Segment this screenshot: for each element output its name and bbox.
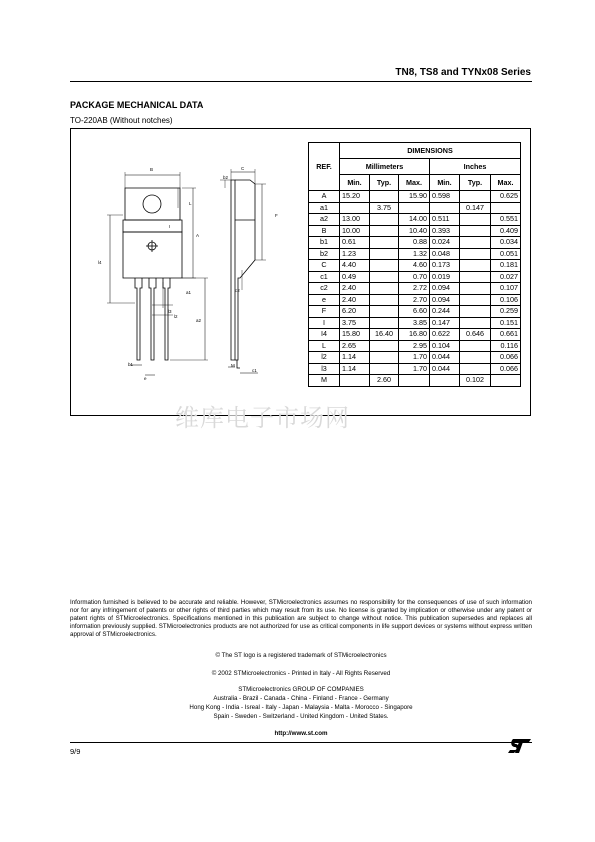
cell-mm-min: 10.00 bbox=[340, 225, 370, 237]
label-a1: a1 bbox=[186, 290, 192, 295]
label-c2: c2 bbox=[235, 288, 240, 293]
subheader-in-typ: Typ. bbox=[460, 175, 491, 191]
cell-in-typ: 0.102 bbox=[460, 375, 491, 387]
cell-mm-typ bbox=[370, 294, 399, 306]
cell-mm-min: 2.40 bbox=[340, 283, 370, 295]
cell-mm-max: 6.60 bbox=[399, 306, 430, 318]
cell-in-max: 0.181 bbox=[491, 260, 521, 272]
website-link[interactable]: http://www.st.com bbox=[274, 730, 328, 737]
cell-in-max: 0.661 bbox=[491, 329, 521, 341]
label-A: A bbox=[196, 233, 200, 238]
cell-mm-max: 1.32 bbox=[399, 248, 430, 260]
side-view-body bbox=[235, 180, 255, 360]
cell-ref: F bbox=[309, 306, 340, 318]
cell-mm-max: 3.85 bbox=[399, 317, 430, 329]
cell-ref: L bbox=[309, 340, 340, 352]
cell-in-min bbox=[430, 202, 460, 214]
cell-mm-typ bbox=[370, 260, 399, 272]
cell-mm-typ bbox=[370, 317, 399, 329]
dimensions-table bbox=[308, 142, 521, 387]
table-row bbox=[309, 352, 521, 364]
cell-ref: M bbox=[309, 375, 340, 387]
cell-in-typ bbox=[460, 225, 491, 237]
cell-ref: b1 bbox=[309, 237, 340, 249]
cell-in-min: 0.104 bbox=[430, 340, 460, 352]
cell-mm-typ: 3.75 bbox=[370, 202, 399, 214]
cell-in-max: 0.106 bbox=[491, 294, 521, 306]
cell-mm-min bbox=[340, 202, 370, 214]
cell-mm-min: 15.20 bbox=[340, 191, 370, 203]
cell-in-max: 0.066 bbox=[491, 352, 521, 364]
table-row bbox=[309, 317, 521, 329]
label-l3: l3 bbox=[168, 309, 172, 314]
cell-in-typ bbox=[460, 191, 491, 203]
label-a2: a2 bbox=[196, 318, 202, 323]
cell-in-max: 0.116 bbox=[491, 340, 521, 352]
cell-in-min: 0.024 bbox=[430, 237, 460, 249]
cell-ref: I bbox=[309, 317, 340, 329]
cell-in-min: 0.244 bbox=[430, 306, 460, 318]
cell-mm-typ bbox=[370, 271, 399, 283]
cell-in-typ bbox=[460, 237, 491, 249]
package-name: TO-220AB (Without notches) bbox=[70, 116, 173, 125]
ref-header: REF. bbox=[309, 143, 340, 191]
table-row bbox=[309, 225, 521, 237]
table-row bbox=[309, 283, 521, 295]
cell-mm-max: 16.80 bbox=[399, 329, 430, 341]
cell-in-typ bbox=[460, 306, 491, 318]
cell-mm-typ bbox=[370, 214, 399, 226]
lead-2 bbox=[149, 278, 156, 360]
label-M: M bbox=[231, 363, 235, 368]
table-row bbox=[309, 202, 521, 214]
cell-mm-min: 0.49 bbox=[340, 271, 370, 283]
subheader-in-max: Max. bbox=[491, 175, 521, 191]
cell-in-typ: 0.147 bbox=[460, 202, 491, 214]
label-F: F bbox=[275, 213, 278, 218]
cell-mm-max: 1.70 bbox=[399, 363, 430, 375]
cell-ref: c1 bbox=[309, 271, 340, 283]
cell-mm-min: 2.40 bbox=[340, 294, 370, 306]
cell-in-min: 0.048 bbox=[430, 248, 460, 260]
label-c1: c1 bbox=[252, 368, 257, 373]
cell-in-typ bbox=[460, 214, 491, 226]
label-b1: b1 bbox=[128, 362, 134, 367]
cell-mm-typ bbox=[370, 340, 399, 352]
cell-in-typ bbox=[460, 352, 491, 364]
cell-mm-max: 4.60 bbox=[399, 260, 430, 272]
cell-mm-typ bbox=[370, 225, 399, 237]
subheader-mm-typ: Typ. bbox=[370, 175, 399, 191]
st-logo-icon bbox=[508, 738, 532, 754]
lead-1 bbox=[135, 278, 142, 360]
cell-in-max: 0.551 bbox=[491, 214, 521, 226]
cell-in-min bbox=[430, 375, 460, 387]
subheader-mm-max: Max. bbox=[399, 175, 430, 191]
cell-in-min: 0.044 bbox=[430, 352, 460, 364]
front-view-body bbox=[123, 220, 182, 232]
label-B: B bbox=[150, 167, 154, 172]
cell-mm-min: 0.61 bbox=[340, 237, 370, 249]
header-rule bbox=[70, 81, 532, 82]
front-view-case bbox=[123, 232, 182, 278]
cell-ref: a2 bbox=[309, 214, 340, 226]
cell-ref: e bbox=[309, 294, 340, 306]
table-row bbox=[309, 271, 521, 283]
cell-in-min: 0.147 bbox=[430, 317, 460, 329]
label-b2: b2 bbox=[223, 175, 229, 180]
side-view-tab bbox=[231, 180, 235, 360]
cell-in-typ bbox=[460, 340, 491, 352]
cell-mm-typ bbox=[370, 283, 399, 295]
cell-in-min: 0.173 bbox=[430, 260, 460, 272]
cell-in-max bbox=[491, 202, 521, 214]
table-row bbox=[309, 191, 521, 203]
cell-mm-min: 1.23 bbox=[340, 248, 370, 260]
cell-in-max: 0.151 bbox=[491, 317, 521, 329]
countries-line-2: Hong Kong - India - Isreal - Italy - Japan - Malaysia - Malta - Morocco - Singapore bbox=[189, 704, 413, 711]
cell-in-typ bbox=[460, 317, 491, 329]
cell-mm-typ bbox=[370, 363, 399, 375]
copyright-notice: © 2002 STMicroelectronics - Printed in Italy - All Rights Reserved bbox=[211, 670, 391, 677]
section-title: PACKAGE MECHANICAL DATA bbox=[70, 100, 204, 110]
cell-mm-typ: 16.40 bbox=[370, 329, 399, 341]
cell-in-max: 0.027 bbox=[491, 271, 521, 283]
cell-in-min: 0.511 bbox=[430, 214, 460, 226]
cell-mm-max: 0.70 bbox=[399, 271, 430, 283]
cell-in-max: 0.066 bbox=[491, 363, 521, 375]
inches-header: Inches bbox=[430, 159, 521, 175]
cell-ref: C bbox=[309, 260, 340, 272]
watermark: 维库电子市场网 bbox=[175, 404, 350, 432]
cell-ref: c2 bbox=[309, 283, 340, 295]
cell-ref: B bbox=[309, 225, 340, 237]
millimeters-header: Millimeters bbox=[340, 159, 430, 175]
countries-line-1: Australia - Brazil - Canada - China - Finland - France - Germany bbox=[213, 695, 389, 702]
cell-mm-min: 13.00 bbox=[340, 214, 370, 226]
cell-mm-min: 1.14 bbox=[340, 363, 370, 375]
cell-mm-typ: 2.60 bbox=[370, 375, 399, 387]
cell-in-typ bbox=[460, 294, 491, 306]
cell-in-max: 0.051 bbox=[491, 248, 521, 260]
cell-mm-min: 3.75 bbox=[340, 317, 370, 329]
cell-mm-min: 15.80 bbox=[340, 329, 370, 341]
table-row bbox=[309, 294, 521, 306]
cell-in-max: 0.625 bbox=[491, 191, 521, 203]
cell-in-typ bbox=[460, 248, 491, 260]
cell-ref: l3 bbox=[309, 363, 340, 375]
cell-mm-typ bbox=[370, 237, 399, 249]
cell-in-max: 0.107 bbox=[491, 283, 521, 295]
cell-mm-min: 1.14 bbox=[340, 352, 370, 364]
label-L: L bbox=[189, 201, 192, 206]
table-row bbox=[309, 375, 521, 387]
cell-in-typ bbox=[460, 260, 491, 272]
cell-in-typ bbox=[460, 283, 491, 295]
table-row bbox=[309, 248, 521, 260]
label-C: C bbox=[241, 166, 245, 171]
cell-mm-max: 1.70 bbox=[399, 352, 430, 364]
dimensions-header: DIMENSIONS bbox=[340, 143, 521, 159]
footer-rule bbox=[70, 742, 532, 743]
trademark-notice: © The ST logo is a registered trademark of STMicroelectronics bbox=[215, 652, 387, 659]
cell-in-min: 0.094 bbox=[430, 294, 460, 306]
cell-in-max: 0.259 bbox=[491, 306, 521, 318]
cell-mm-max: 2.72 bbox=[399, 283, 430, 295]
table-row bbox=[309, 237, 521, 249]
cell-in-min: 0.094 bbox=[430, 283, 460, 295]
table-row bbox=[309, 329, 521, 341]
cell-in-min: 0.598 bbox=[430, 191, 460, 203]
cell-mm-max: 2.95 bbox=[399, 340, 430, 352]
cell-in-typ bbox=[460, 363, 491, 375]
cell-ref: l2 bbox=[309, 352, 340, 364]
cell-in-max: 0.409 bbox=[491, 225, 521, 237]
cell-in-min: 0.393 bbox=[430, 225, 460, 237]
cell-mm-typ bbox=[370, 248, 399, 260]
cell-ref: b2 bbox=[309, 248, 340, 260]
cell-in-min: 0.044 bbox=[430, 363, 460, 375]
cell-mm-min: 6.20 bbox=[340, 306, 370, 318]
cell-mm-max bbox=[399, 375, 430, 387]
subheader-in-min: Min. bbox=[430, 175, 460, 191]
table-row bbox=[309, 260, 521, 272]
cell-mm-max: 10.40 bbox=[399, 225, 430, 237]
cell-mm-min: 4.40 bbox=[340, 260, 370, 272]
cell-ref: A bbox=[309, 191, 340, 203]
label-e: e bbox=[144, 376, 147, 381]
countries-line-3: Spain - Sweden - Switzerland - United Kingdom - United States. bbox=[213, 713, 389, 720]
table-row bbox=[309, 306, 521, 318]
mounting-hole bbox=[143, 195, 161, 213]
cell-in-typ: 0.646 bbox=[460, 329, 491, 341]
cell-ref: a1 bbox=[309, 202, 340, 214]
package-drawing bbox=[90, 160, 305, 385]
cell-in-min: 0.622 bbox=[430, 329, 460, 341]
cell-mm-typ bbox=[370, 306, 399, 318]
label-I: I bbox=[169, 224, 171, 229]
cell-in-typ bbox=[460, 271, 491, 283]
cell-mm-max: 0.88 bbox=[399, 237, 430, 249]
series-title: TN8, TS8 and TYNx08 Series bbox=[395, 67, 531, 78]
cell-mm-min bbox=[340, 375, 370, 387]
cell-in-max: 0.034 bbox=[491, 237, 521, 249]
label-l2: l2 bbox=[174, 314, 178, 319]
table-row bbox=[309, 363, 521, 375]
cell-mm-max bbox=[399, 202, 430, 214]
cell-mm-typ bbox=[370, 352, 399, 364]
table-row bbox=[309, 214, 521, 226]
subheader-mm-min: Min. bbox=[340, 175, 370, 191]
cell-in-max bbox=[491, 375, 521, 387]
disclaimer: Information furnished is believed to be accurate and reliable. However, STMicroelectronics assumes no responsibility for the consequences of use of such information nor for any infringement of patents or other rights of third parties which may result from its use. No license is granted by implication or otherwise under any patent or patent rights of STMicroelectronics. Specifications mentioned in this publication are subject to change without notice. This publication supersedes and replaces all information previously supplied. STMicroelectronics products are not authorized for use as critical components in life support devices or systems without express written approval of STMicroelectronics. bbox=[70, 599, 532, 638]
group-of-companies: STMicroelectronics GROUP OF COMPANIES bbox=[238, 686, 364, 693]
page-number: 9/9 bbox=[70, 747, 81, 756]
cell-ref: I4 bbox=[309, 329, 340, 341]
table-row bbox=[309, 340, 521, 352]
cell-mm-min: 2.65 bbox=[340, 340, 370, 352]
label-l4: l4 bbox=[98, 260, 102, 265]
cell-mm-max: 15.90 bbox=[399, 191, 430, 203]
front-view-tab bbox=[125, 188, 180, 220]
cell-mm-max: 2.70 bbox=[399, 294, 430, 306]
lead-3 bbox=[163, 278, 170, 360]
cell-mm-typ bbox=[370, 191, 399, 203]
cell-mm-max: 14.00 bbox=[399, 214, 430, 226]
cell-in-min: 0.019 bbox=[430, 271, 460, 283]
